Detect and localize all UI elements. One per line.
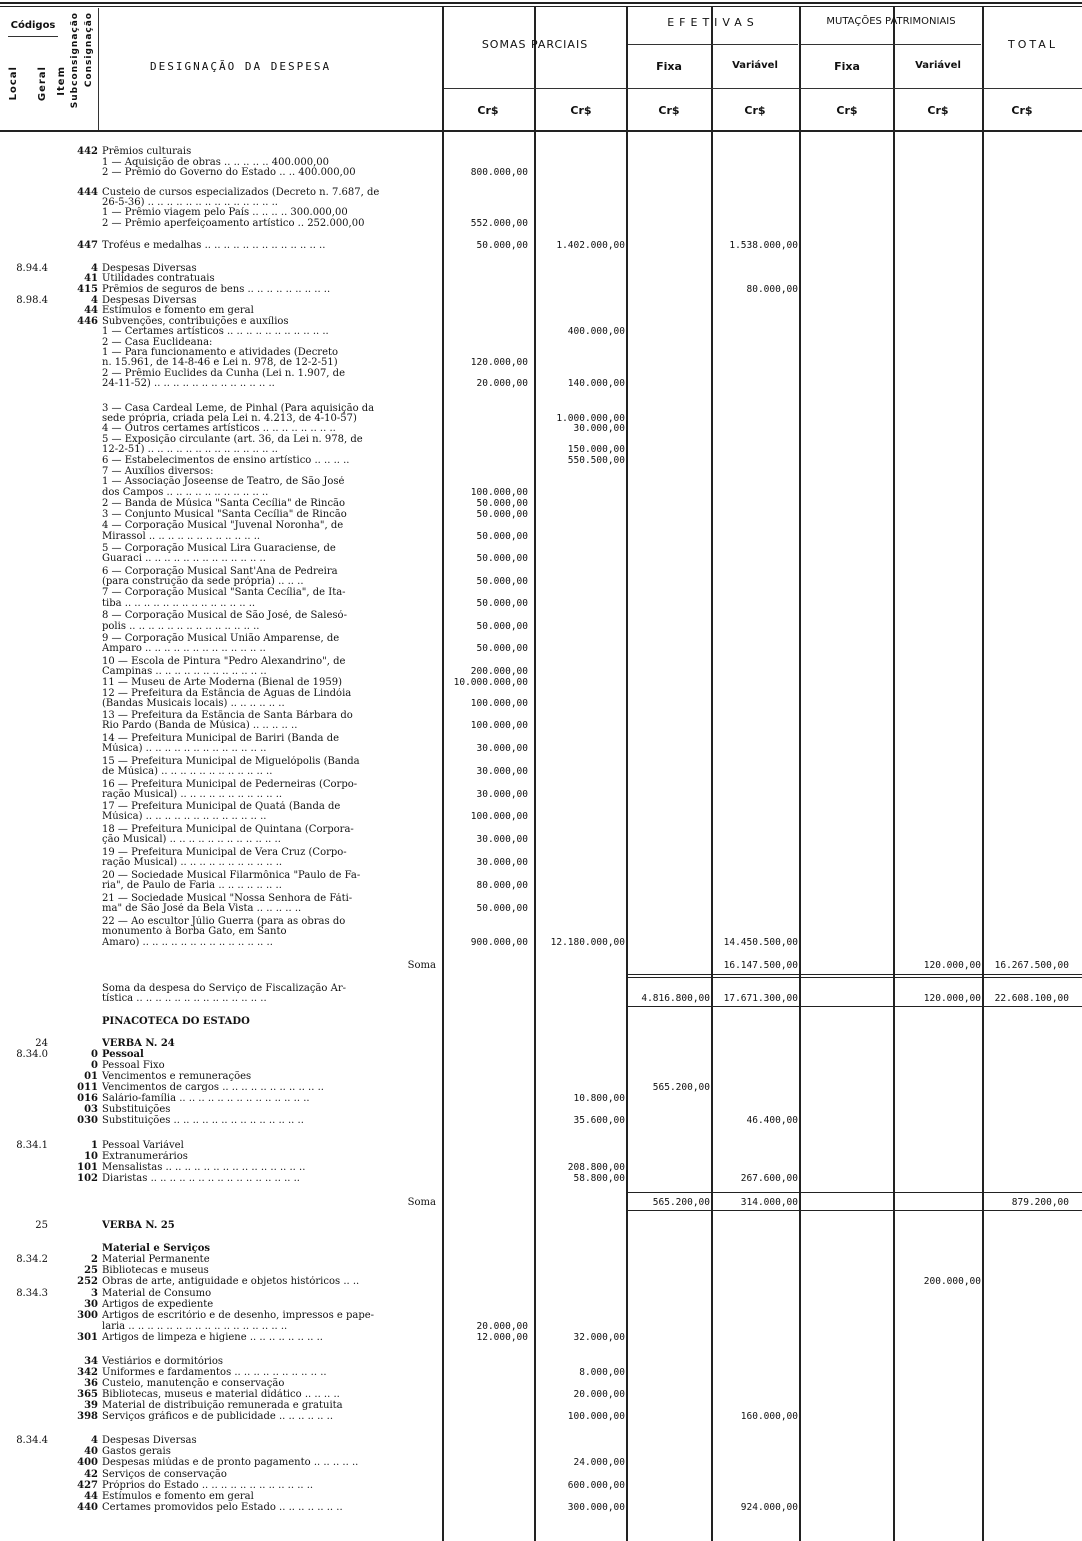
amount-col4: 16.147.500,00 bbox=[723, 960, 798, 971]
table-row bbox=[0, 598, 1082, 610]
amount-col1: 20.000,00 bbox=[476, 1321, 528, 1332]
local-code: 8.34.4 bbox=[16, 1435, 48, 1446]
expense-description: Artigos de escritório e de desenho, impressos e pape- bbox=[102, 1310, 375, 1321]
table-row bbox=[0, 167, 1082, 179]
expense-description: Material de distribuição remunerada e gratuita bbox=[102, 1400, 343, 1411]
expense-description: de Música) .. .. .. .. .. .. .. .. .. .. .. .. bbox=[102, 766, 273, 777]
header-total: TOTAL bbox=[1008, 38, 1058, 51]
header-efetivas-variavel: Variável bbox=[732, 60, 778, 71]
soma-rule-5 bbox=[628, 1210, 1082, 1211]
expense-description: Despesas Diversas bbox=[102, 295, 197, 306]
expense-description: 6 — Corporação Musical Sant'Ana de Pedreira bbox=[102, 566, 338, 577]
item-code: 300 bbox=[77, 1310, 98, 1321]
item-code: 398 bbox=[77, 1411, 98, 1422]
expense-description: Pessoal Variável bbox=[102, 1140, 184, 1151]
currency-col6: Cr$ bbox=[927, 104, 949, 117]
amount-col1: 50.000,00 bbox=[476, 621, 528, 632]
item-code: 34 bbox=[84, 1356, 98, 1367]
expense-description: Prêmios culturais bbox=[102, 146, 192, 157]
expense-description: Uniformes e fardamentos .. .. .. .. .. .. .. .. .. .. bbox=[102, 1367, 327, 1378]
amount-col1: 100.000,00 bbox=[470, 720, 528, 731]
expense-description: Gastos gerais bbox=[102, 1446, 171, 1457]
table-row bbox=[0, 621, 1082, 633]
item-code: 446 bbox=[77, 316, 98, 327]
expense-description: VERBA N. 24 bbox=[102, 1038, 175, 1049]
item-code: 42 bbox=[84, 1469, 98, 1480]
expense-description: Estímulos e fomento em geral bbox=[102, 305, 254, 316]
currency-col4: Cr$ bbox=[744, 104, 766, 117]
expense-description: 22 — Ao escultor Júlio Guerra (para as obras do bbox=[102, 916, 346, 927]
expense-description: 21 — Sociedade Musical "Nossa Senhora de Fáti- bbox=[102, 893, 353, 904]
item-code: 415 bbox=[77, 284, 98, 295]
amount-col1: 50.000,00 bbox=[476, 509, 528, 520]
amount-col2: 8.000,00 bbox=[579, 1367, 625, 1378]
amount-col1: 30.000,00 bbox=[476, 766, 528, 777]
table-row bbox=[0, 1115, 1082, 1127]
item-code: 0 bbox=[91, 1060, 98, 1071]
amount-col4: 924.000,00 bbox=[740, 1502, 798, 1513]
divider-codes bbox=[98, 8, 99, 130]
expense-description: sede própria, criada pela Lei n. 4.213, de 4-10-57) bbox=[102, 413, 357, 424]
expense-description: Música) .. .. .. .. .. .. .. .. .. .. .. .. .. bbox=[102, 743, 267, 754]
local-code: 8.34.3 bbox=[16, 1288, 48, 1299]
amount-col2: 600.000,00 bbox=[567, 1480, 625, 1491]
soma-rule-3 bbox=[628, 1006, 1082, 1007]
item-code: 44 bbox=[84, 305, 98, 316]
expense-description: Soma da despesa do Serviço de Fiscalização Ar- bbox=[102, 983, 346, 994]
item-code: 36 bbox=[84, 1378, 98, 1389]
expense-description: ção Musical) .. .. .. .. .. .. .. .. .. .. .. .. bbox=[102, 834, 281, 845]
expense-description: Material e Serviços bbox=[102, 1243, 211, 1254]
item-code: 39 bbox=[84, 1400, 98, 1411]
amount-col1: 30.000,00 bbox=[476, 789, 528, 800]
amount-col1: 50.000,00 bbox=[476, 643, 528, 654]
currency-col3: Cr$ bbox=[658, 104, 680, 117]
table-row bbox=[0, 531, 1082, 543]
amount-col1: 100.000,00 bbox=[470, 811, 528, 822]
amount-col2: 300.000,00 bbox=[567, 1502, 625, 1513]
expense-description: 2 — Prêmio aperfeiçoamento artístico .. 252.000,00 bbox=[102, 218, 365, 229]
expense-description: 13 — Prefeitura da Estância de Santa Bárbara do bbox=[102, 710, 353, 721]
expense-description: Bibliotecas, museus e material didático .. .. .. .. bbox=[102, 1389, 340, 1400]
table-row bbox=[0, 1502, 1082, 1514]
item-code: 447 bbox=[77, 240, 98, 251]
table-row bbox=[0, 553, 1082, 565]
amount-col2: 1.000.000,00 bbox=[556, 413, 625, 424]
table-row bbox=[0, 1457, 1082, 1469]
amount-col1: 100.000,00 bbox=[470, 487, 528, 498]
local-code: 8.94.4 bbox=[16, 263, 48, 274]
expense-description: Certames promovidos pelo Estado .. .. .. .. .. .. .. bbox=[102, 1502, 343, 1513]
header-subconsignacao: Subconsignação bbox=[70, 12, 80, 109]
item-code: 4 bbox=[91, 263, 98, 274]
expense-description: Mensalistas .. .. .. .. .. .. .. .. .. .. .. .. .. .. .. bbox=[102, 1162, 306, 1173]
expense-description: Obras de arte, antiguidade e objetos históricos .. .. bbox=[102, 1276, 360, 1287]
table-row bbox=[0, 1016, 1082, 1028]
expense-description: Guaraci .. .. .. .. .. .. .. .. .. .. .. .. .. bbox=[102, 553, 266, 564]
expense-description: (para construção da sede própria) .. .. .. bbox=[102, 576, 304, 587]
header-efetivas-fixa: Fixa bbox=[656, 60, 682, 73]
header-designacao: DESIGNAÇÃO DA DESPESA bbox=[150, 60, 332, 73]
amount-col2: 208.800,00 bbox=[567, 1162, 625, 1173]
amount-col1: 50.000,00 bbox=[476, 903, 528, 914]
item-code: 3 bbox=[91, 1288, 98, 1299]
amount-col3: 4.816.800,00 bbox=[641, 993, 710, 1004]
amount-col2: 150.000,00 bbox=[567, 444, 625, 455]
table-row bbox=[0, 834, 1082, 846]
amount-col1: 100.000,00 bbox=[470, 698, 528, 709]
expense-description: Substituições bbox=[102, 1104, 171, 1115]
amount-col1: 120.000,00 bbox=[470, 357, 528, 368]
expense-description: Rio Pardo (Banda de Música) .. .. .. .. .. bbox=[102, 720, 298, 731]
amount-col2: 100.000,00 bbox=[567, 1411, 625, 1422]
expense-description: Pessoal Fixo bbox=[102, 1060, 165, 1071]
local-code: 8.34.0 bbox=[16, 1049, 48, 1060]
item-code: 1 bbox=[91, 1140, 98, 1151]
local-code: 24 bbox=[35, 1038, 48, 1049]
expense-description: Artigos de expediente bbox=[102, 1299, 214, 1310]
item-code: 400 bbox=[77, 1457, 98, 1468]
amount-col4: 17.671.300,00 bbox=[723, 993, 798, 1004]
expense-description: 1 — Para funcionamento e atividades (Decreto bbox=[102, 347, 339, 358]
expense-description: 16 — Prefeitura Municipal de Pederneiras (Corpo- bbox=[102, 779, 358, 790]
expense-description: 1 — Aquisição de obras .. .. .. .. .. 400.000,00 bbox=[102, 157, 329, 168]
soma-label: Soma bbox=[407, 960, 436, 971]
expense-description: Material de Consumo bbox=[102, 1288, 212, 1299]
expense-description: Custeio de cursos especializados (Decreto n. 7.687, de bbox=[102, 187, 380, 198]
expense-description: Artigos de limpeza e higiene .. .. .. .. .. .. .. .. bbox=[102, 1332, 323, 1343]
expense-description: Subvenções, contribuições e auxílios bbox=[102, 316, 289, 327]
amount-col4: 267.600,00 bbox=[740, 1173, 798, 1184]
expense-description: 10 — Escola de Pintura "Pedro Alexandrino", de bbox=[102, 656, 346, 667]
header-mutacoes-variavel: Variável bbox=[915, 60, 961, 71]
expense-description: n. 15.961, de 14-8-46 e Lei n. 978, de 12-2-51) bbox=[102, 357, 338, 368]
amount-col3: 565.200,00 bbox=[652, 1082, 710, 1093]
header-mutacoes-fixa: Fixa bbox=[834, 60, 860, 73]
amount-col1: 800.000,00 bbox=[470, 167, 528, 178]
item-code: 40 bbox=[84, 1446, 98, 1457]
amount-col2: 400.000,00 bbox=[567, 326, 625, 337]
amount-col4: 160.000,00 bbox=[740, 1411, 798, 1422]
expense-description: 24-11-52) .. .. .. .. .. .. .. .. .. .. .. .. .. bbox=[102, 378, 275, 389]
expense-description: 1 — Associação Joseense de Teatro, de São José bbox=[102, 476, 345, 487]
item-code: 301 bbox=[77, 1332, 98, 1343]
expense-description: Utilidades contratuais bbox=[102, 273, 215, 284]
expense-description: 4 — Outros certames artísticos .. .. .. .. .. .. .. .. bbox=[102, 423, 336, 434]
expense-description: 3 — Conjunto Musical "Santa Cecília" de Rincão bbox=[102, 509, 347, 520]
expense-description: Próprios do Estado .. .. .. .. .. .. .. .. .. .. .. .. bbox=[102, 1480, 314, 1491]
expense-description: ria", de Paulo de Faria .. .. .. .. .. .. .. bbox=[102, 880, 282, 891]
expense-description: tiba .. .. .. .. .. .. .. .. .. .. .. .. .. .. bbox=[102, 598, 256, 609]
efetivas-underline bbox=[628, 44, 798, 45]
table-row bbox=[0, 720, 1082, 732]
amount-col1: 30.000,00 bbox=[476, 857, 528, 868]
expense-description: Salário-família .. .. .. .. .. .. .. .. .. .. .. .. .. .. bbox=[102, 1093, 310, 1104]
expense-description: PINACOTECA DO ESTADO bbox=[102, 1016, 250, 1027]
expense-description: Vencimentos e remunerações bbox=[102, 1071, 252, 1082]
amount-col6: 120.000,00 bbox=[923, 960, 981, 971]
amount-col1: 50.000,00 bbox=[476, 531, 528, 542]
amount-col1: 20.000,00 bbox=[476, 378, 528, 389]
local-code: 8.34.2 bbox=[16, 1254, 48, 1265]
amount-col4: 46.400,00 bbox=[746, 1115, 798, 1126]
expense-description: 14 — Prefeitura Municipal de Bariri (Banda de bbox=[102, 733, 340, 744]
expense-description: dos Campos .. .. .. .. .. .. .. .. .. .. .. bbox=[102, 487, 269, 498]
expense-description: Bibliotecas e museus bbox=[102, 1265, 209, 1276]
header-mutacoes: MUTAÇÕES PATRIMONIAIS bbox=[826, 16, 956, 27]
currency-col2: Cr$ bbox=[570, 104, 592, 117]
header-bottom-rule bbox=[0, 130, 1082, 132]
item-code: 427 bbox=[77, 1480, 98, 1491]
header-codigos: Códigos bbox=[10, 20, 56, 31]
amount-col1: 552.000,00 bbox=[470, 218, 528, 229]
expense-description: 4 — Corporação Musical "Juvenal Noronha", de bbox=[102, 520, 344, 531]
expense-description: Diaristas .. .. .. .. .. .. .. .. .. .. .. .. .. .. .. .. bbox=[102, 1173, 300, 1184]
table-row bbox=[0, 937, 1082, 949]
expense-description: Vestiários e dormitórios bbox=[102, 1356, 223, 1367]
table-row bbox=[0, 218, 1082, 230]
table-row bbox=[0, 1411, 1082, 1423]
expense-description: Pessoal bbox=[102, 1049, 144, 1060]
expense-description: Extranumerários bbox=[102, 1151, 188, 1162]
item-code: 016 bbox=[77, 1093, 98, 1104]
expense-description: monumento à Borba Gato, em Santo bbox=[102, 926, 287, 937]
expense-description: 1 — Prêmio viagem pelo País .. .. .. .. 300.000,00 bbox=[102, 207, 348, 218]
amount-col2: 58.800,00 bbox=[573, 1173, 625, 1184]
amount-col6: 200.000,00 bbox=[923, 1276, 981, 1287]
expense-description: 26-5-36) .. .. .. .. .. .. .. .. .. .. .. .. .. .. bbox=[102, 197, 278, 208]
expense-description: Serviços de conservação bbox=[102, 1469, 227, 1480]
amount-col3: 565.200,00 bbox=[652, 1197, 710, 1208]
expense-description: 1 — Certames artísticos .. .. .. .. .. .. .. .. .. .. .. bbox=[102, 326, 329, 337]
amount-col1: 50.000,00 bbox=[476, 598, 528, 609]
expense-description: Despesas miúdas e de pronto pagamento .. .. .. .. .. bbox=[102, 1457, 359, 1468]
expense-description: 2 — Prêmio Euclides da Cunha (Lei n. 1.907, de bbox=[102, 368, 345, 379]
table-row bbox=[0, 643, 1082, 655]
expense-description: 11 — Museu de Arte Moderna (Bienal de 1959) bbox=[102, 677, 342, 688]
amount-col1: 50.000,00 bbox=[476, 553, 528, 564]
amount-col1: 12.000,00 bbox=[476, 1332, 528, 1343]
amount-col1: 50.000,00 bbox=[476, 240, 528, 251]
expense-description: Troféus e medalhas .. .. .. .. .. .. .. .. .. .. .. .. .. bbox=[102, 240, 326, 251]
expense-description: 17 — Prefeitura Municipal de Quatá (Banda de bbox=[102, 801, 341, 812]
item-code: 03 bbox=[84, 1104, 98, 1115]
expense-description: tística .. .. .. .. .. .. .. .. .. .. .. .. .. .. bbox=[102, 993, 267, 1004]
item-code: 30 bbox=[84, 1299, 98, 1310]
soma-rule-4 bbox=[628, 1192, 1082, 1193]
item-code: 102 bbox=[77, 1173, 98, 1184]
expense-description: 7 — Auxílios diversos: bbox=[102, 466, 214, 477]
expense-description: 3 — Casa Cardeal Leme, de Pinhal (Para aquisição da bbox=[102, 403, 375, 414]
table-row bbox=[0, 698, 1082, 710]
expense-description: polis .. .. .. .. .. .. .. .. .. .. .. .. .. .. bbox=[102, 621, 260, 632]
top-rule-2 bbox=[0, 6, 1082, 7]
table-row bbox=[0, 1173, 1082, 1185]
table-row bbox=[0, 743, 1082, 755]
local-code: 8.34.1 bbox=[16, 1140, 48, 1151]
table-row bbox=[0, 1197, 1082, 1209]
mutacoes-underline bbox=[801, 44, 981, 45]
expense-description: 18 — Prefeitura Municipal de Quintana (Corpora- bbox=[102, 824, 354, 835]
expense-description: 12 — Prefeitura da Estância de Águas de Lindóia bbox=[102, 688, 352, 699]
expense-description: Serviços gráficos e de publicidade .. .. .. .. .. .. bbox=[102, 1411, 334, 1422]
currency-col1: Cr$ bbox=[477, 104, 499, 117]
table-row bbox=[0, 766, 1082, 778]
expense-description: Material Permanente bbox=[102, 1254, 210, 1265]
table-row bbox=[0, 1276, 1082, 1288]
item-code: 442 bbox=[77, 146, 98, 157]
item-code: 440 bbox=[77, 1502, 98, 1513]
table-row bbox=[0, 1220, 1082, 1232]
amount-col2: 20.000,00 bbox=[573, 1389, 625, 1400]
expense-description: Despesas Diversas bbox=[102, 263, 197, 274]
amount-col2: 1.402.000,00 bbox=[556, 240, 625, 251]
soma-rule-2 bbox=[628, 977, 1082, 978]
codigos-underline bbox=[8, 36, 58, 37]
amount-col1: 10.000.000,00 bbox=[453, 677, 528, 688]
table-row bbox=[0, 811, 1082, 823]
expense-description: VERBA N. 25 bbox=[102, 1220, 175, 1231]
item-code: 25 bbox=[84, 1265, 98, 1276]
expense-description: 8 — Corporação Musical de São José, de Salesó- bbox=[102, 610, 347, 621]
header-geral: Geral bbox=[37, 66, 48, 102]
header-efetivas: EFETIVAS bbox=[667, 16, 759, 29]
expense-description: laria .. .. .. .. .. .. .. .. .. .. .. .. .. .. .. .. .. bbox=[102, 1321, 288, 1332]
item-code: 4 bbox=[91, 295, 98, 306]
amount-col1: 30.000,00 bbox=[476, 743, 528, 754]
amount-col2: 10.800,00 bbox=[573, 1093, 625, 1104]
item-code: 44 bbox=[84, 1491, 98, 1502]
expense-description: 6 — Estabelecimentos de ensino artístico .. .. .. .. bbox=[102, 455, 350, 466]
expense-description: Despesas Diversas bbox=[102, 1435, 197, 1446]
expense-description: 20 — Sociedade Musical Filarmônica "Paulo de Fa- bbox=[102, 870, 361, 881]
item-code: 444 bbox=[77, 187, 98, 198]
expense-description: ma" de São José da Bela Vista .. .. .. .. .. bbox=[102, 903, 302, 914]
item-code: 365 bbox=[77, 1389, 98, 1400]
fixa-variavel-underline bbox=[444, 88, 1082, 89]
expense-description: Prêmios de seguros de bens .. .. .. .. .. .. .. .. .. bbox=[102, 284, 331, 295]
item-code: 101 bbox=[77, 1162, 98, 1173]
table-row bbox=[0, 880, 1082, 892]
amount-col2: 140.000,00 bbox=[567, 378, 625, 389]
expense-description: 5 — Exposição circulante (art. 36, da Lei n. 978, de bbox=[102, 434, 363, 445]
amount-col1: 900.000,00 bbox=[470, 937, 528, 948]
item-code: 10 bbox=[84, 1151, 98, 1162]
expense-description: Amaro) .. .. .. .. .. .. .. .. .. .. .. .. .. .. bbox=[102, 937, 273, 948]
expense-description: 15 — Prefeitura Municipal de Miguelópolis (Banda bbox=[102, 756, 360, 767]
header-item: Item bbox=[56, 66, 67, 96]
amount-col2: 550.500,00 bbox=[567, 455, 625, 466]
expense-description: 19 — Prefeitura Municipal de Vera Cruz (Corpo- bbox=[102, 847, 347, 858]
table-row bbox=[0, 1332, 1082, 1344]
amount-col7: 16.267.500,00 bbox=[994, 960, 1069, 971]
soma-rule-1 bbox=[628, 974, 1082, 975]
amount-col2: 30.000,00 bbox=[573, 423, 625, 434]
expense-description: 7 — Corporação Musical "Santa Cecília", de Ita- bbox=[102, 587, 346, 598]
table-row bbox=[0, 789, 1082, 801]
table-row bbox=[0, 993, 1082, 1005]
currency-col5: Cr$ bbox=[836, 104, 858, 117]
table-row bbox=[0, 903, 1082, 915]
expense-description: Mirassol .. .. .. .. .. .. .. .. .. .. .. .. bbox=[102, 531, 261, 542]
amount-col4: 14.450.500,00 bbox=[723, 937, 798, 948]
expense-description: Custeio, manutenção e conservação bbox=[102, 1378, 285, 1389]
expense-description: 9 — Corporação Musical União Amparense, de bbox=[102, 633, 340, 644]
amount-col7: 879.200,00 bbox=[1011, 1197, 1069, 1208]
amount-col2: 35.600,00 bbox=[573, 1115, 625, 1126]
table-row bbox=[0, 960, 1082, 972]
item-code: 342 bbox=[77, 1367, 98, 1378]
item-code: 030 bbox=[77, 1115, 98, 1126]
expense-description: ração Musical) .. .. .. .. .. .. .. .. .. .. .. bbox=[102, 789, 283, 800]
table-row bbox=[0, 378, 1082, 390]
item-code: 011 bbox=[77, 1082, 98, 1093]
amount-col2: 24.000,00 bbox=[573, 1457, 625, 1468]
table-row bbox=[0, 240, 1082, 252]
expense-description: (Bandas Musicais locais) .. .. .. .. .. .. bbox=[102, 698, 285, 709]
amount-col1: 200.000,00 bbox=[470, 666, 528, 677]
expense-description: Substituições .. .. .. .. .. .. .. .. .. .. .. .. .. .. bbox=[102, 1115, 304, 1126]
expense-description: 2 — Casa Euclideana: bbox=[102, 337, 213, 348]
item-code: 41 bbox=[84, 273, 98, 284]
header-local: Local bbox=[8, 66, 19, 101]
soma-label: Soma bbox=[407, 1197, 436, 1208]
amount-col1: 50.000,00 bbox=[476, 498, 528, 509]
amount-col4: 314.000,00 bbox=[740, 1197, 798, 1208]
expense-description: 2 — Prêmio do Governo do Estado .. .. 400.000,00 bbox=[102, 167, 356, 178]
item-code: 0 bbox=[91, 1049, 98, 1060]
header-consignacao: Consignação bbox=[84, 12, 94, 88]
table-row bbox=[0, 857, 1082, 869]
top-rule bbox=[0, 2, 1082, 4]
expense-description: Amparo .. .. .. .. .. .. .. .. .. .. .. .. .. bbox=[102, 643, 266, 654]
expense-description: Campinas .. .. .. .. .. .. .. .. .. .. .. .. bbox=[102, 666, 267, 677]
amount-col4: 1.538.000,00 bbox=[729, 240, 798, 251]
currency-col7: Cr$ bbox=[1011, 104, 1033, 117]
amount-col2: 12.180.000,00 bbox=[550, 937, 625, 948]
item-code: 2 bbox=[91, 1254, 98, 1265]
item-code: 4 bbox=[91, 1435, 98, 1446]
amount-col1: 80.000,00 bbox=[476, 880, 528, 891]
local-code: 8.98.4 bbox=[16, 295, 48, 306]
amount-col2: 32.000,00 bbox=[573, 1332, 625, 1343]
item-code: 01 bbox=[84, 1071, 98, 1082]
amount-col1: 50.000,00 bbox=[476, 576, 528, 587]
expense-description: 12-2-51) .. .. .. .. .. .. .. .. .. .. .. .. .. .. bbox=[102, 444, 278, 455]
expense-description: Vencimentos de cargos .. .. .. .. .. .. .. .. .. .. .. bbox=[102, 1082, 324, 1093]
local-code: 25 bbox=[35, 1220, 48, 1231]
expense-description: 2 — Banda de Música "Santa Cecília" de Rincão bbox=[102, 498, 346, 509]
amount-col1: 30.000,00 bbox=[476, 834, 528, 845]
header-somas-parciais: SOMAS PARCIAIS bbox=[481, 38, 589, 51]
expense-description: Música) .. .. .. .. .. .. .. .. .. .. .. .. .. bbox=[102, 811, 267, 822]
amount-col6: 120.000,00 bbox=[923, 993, 981, 1004]
expense-description: ração Musical) .. .. .. .. .. .. .. .. .. .. .. bbox=[102, 857, 283, 868]
expense-description: 5 — Corporação Musical Lira Guaraciense, de bbox=[102, 543, 336, 554]
expense-description: Estímulos e fomento em geral bbox=[102, 1491, 254, 1502]
amount-col7: 22.608.100,00 bbox=[994, 993, 1069, 1004]
amount-col4: 80.000,00 bbox=[746, 284, 798, 295]
item-code: 252 bbox=[77, 1276, 98, 1287]
